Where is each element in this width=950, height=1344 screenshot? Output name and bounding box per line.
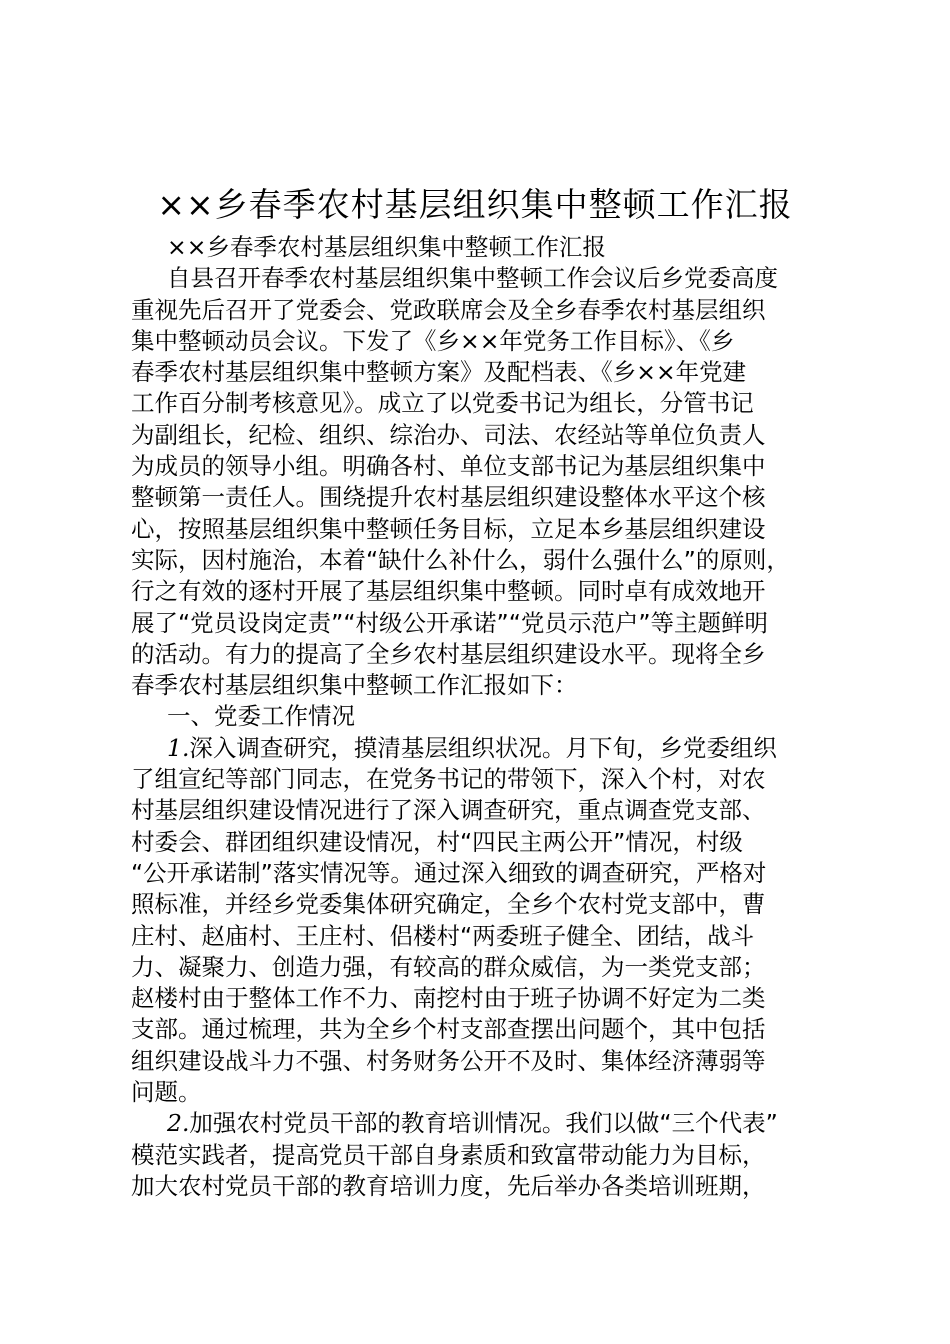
body-line: 加大农村党员干部的教育培训力度，先后举办各类培训班期， <box>131 1171 766 1200</box>
body-line: 春季农村基层组织集中整顿方案》及配档表、《乡××年党建 <box>131 358 747 387</box>
body-line: 力、凝聚力、创造力强，有较高的群众威信，为一类党支部； <box>131 952 766 981</box>
body-line: 村基层组织建设情况进行了深入调查研究，重点调查党支部、 <box>131 796 766 825</box>
body-line: 为成员的领导小组。明确各村、单位支部书记为基层组织集中 <box>131 452 766 481</box>
document-title: ××乡春季农村基层组织集中整顿工作汇报 <box>157 185 793 224</box>
item-number: 1. <box>167 733 190 762</box>
body-line: 工作百分制考核意见》。成立了以党委书记为组长，分管书记 <box>131 389 754 418</box>
item-text: 加强农村党员干部的教育培训情况。我们以做“三个代表” <box>189 1109 778 1138</box>
body-line: 春季农村基层组织集中整顿工作汇报如下： <box>131 671 578 700</box>
body-line: 照标准，并经乡党委集体研究确定，全乡个农村党支部中，曹 <box>131 890 766 919</box>
item-text: 深入调查研究，摸清基层组织状况。月下旬，乡党委组织 <box>189 733 777 762</box>
body-line: ××乡春季农村基层组织集中整顿工作汇报 <box>167 233 606 261</box>
body-line: 的活动。有力的提高了全乡农村基层组织建设水平。现将全乡 <box>131 639 766 668</box>
body-line: 展了“党员设岗定责”“村级公开承诺”“党员示范户”等主题鲜明 <box>131 608 769 637</box>
body-line: 支部。通过梳理，共为全乡个村支部查摆出问题个，其中包括 <box>131 1015 766 1044</box>
body-line: 整顿第一责任人。围绕提升农村基层组织建设整体水平这个核 <box>131 483 766 512</box>
body-line: 重视先后召开了党委会、党政联席会及全乡春季农村基层组织 <box>131 295 766 324</box>
body-line: 村委会、群团组织建设情况，村“四民主两公开”情况，村级 <box>131 827 743 856</box>
body-line <box>131 1108 851 1139</box>
body-line: 庄村、赵庙村、王庄村、侣楼村“两委班子健全、团结，战斗 <box>131 921 755 950</box>
body-line: 组织建设战斗力不强、村务财务公开不及时、集体经济薄弱等 <box>131 1046 766 1075</box>
body-line: 赵楼村由于整体工作不力、南挖村由于班子协调不好定为二类 <box>131 984 766 1013</box>
item-number: 2. <box>167 1109 190 1138</box>
body-line: 了组宣纪等部门同志，在党务书记的带领下，深入个村，对农 <box>131 765 766 794</box>
section-heading: 一、党委工作情况 <box>167 702 355 731</box>
document-body <box>131 232 851 1202</box>
body-line: 集中整顿动员会议。下发了《乡××年党务工作目标》、《乡 <box>131 326 735 355</box>
body-line: 行之有效的逐村开展了基层组织集中整顿。同时卓有成效地开 <box>131 577 766 606</box>
body-line: 为副组长，纪检、组织、综治办、司法、农经站等单位负责人 <box>131 420 766 449</box>
body-line: 自县召开春季农村基层组织集中整顿工作会议后乡党委高度 <box>167 264 778 293</box>
body-line: 实际，因村施治，本着“缺什么补什么，弱什么强什么”的原则， <box>131 545 790 574</box>
body-line: 心，按照基层组织集中整顿任务目标，立足本乡基层组织建设 <box>131 514 766 543</box>
body-line <box>131 733 851 764</box>
body-line: 模范实践者，提高党员干部自身素质和致富带动能力为目标， <box>131 1140 766 1169</box>
body-line: “公开承诺制”落实情况等。通过深入细致的调查研究，严格对 <box>131 858 767 887</box>
body-line: 问题。 <box>131 1078 202 1107</box>
